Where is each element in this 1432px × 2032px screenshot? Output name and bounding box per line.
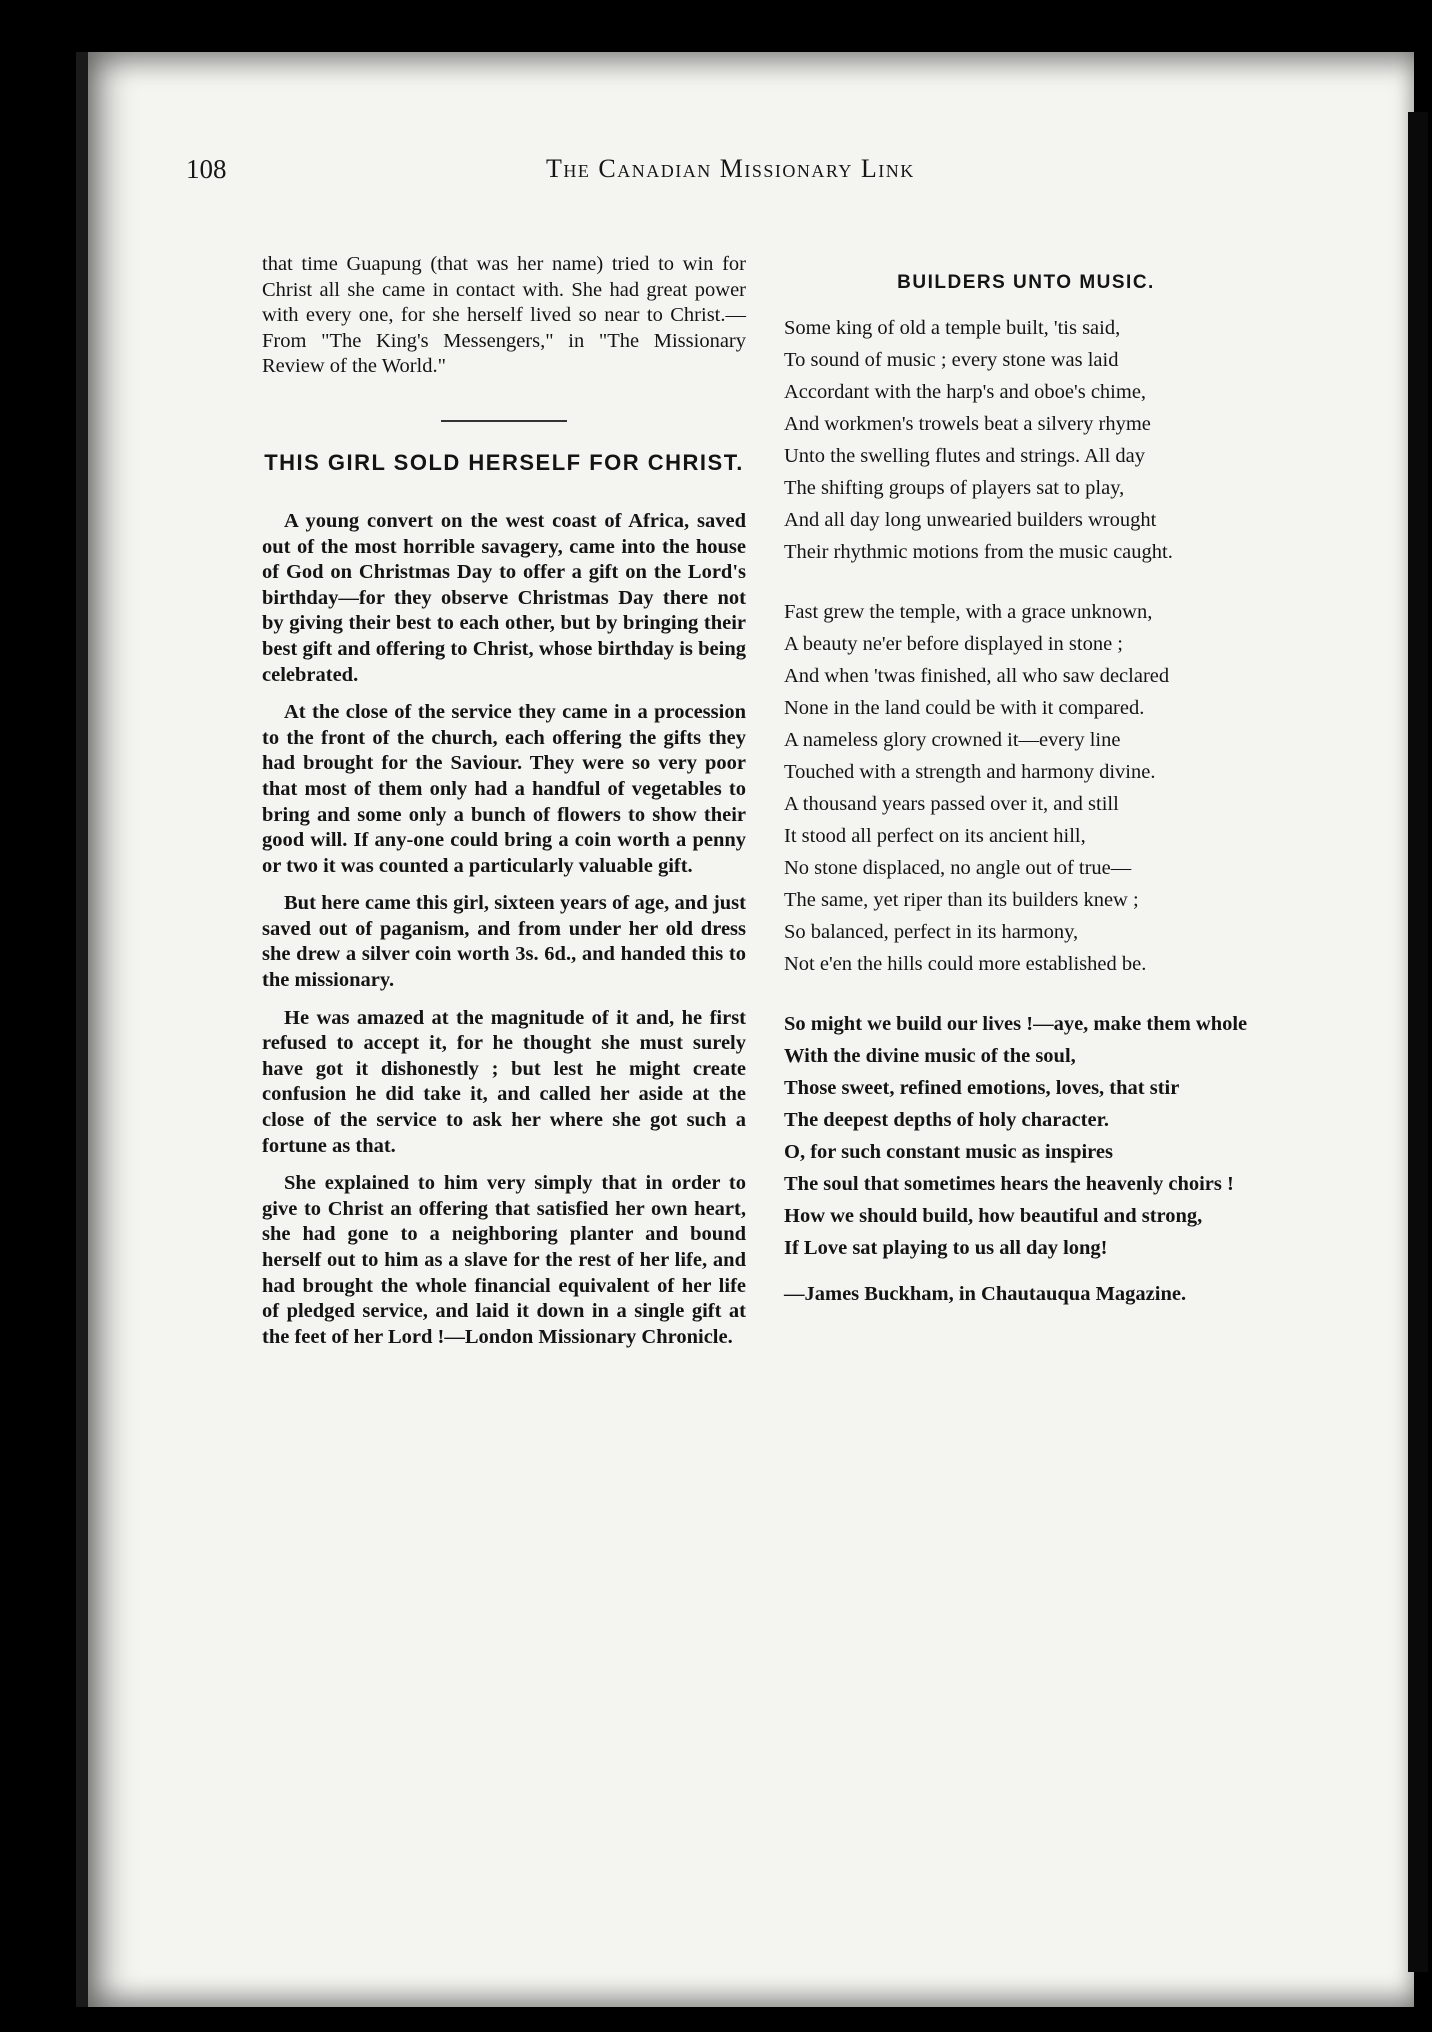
poem-line: Not e'en the hills could more established be.	[784, 953, 1147, 975]
article-paragraph: But here came this girl, sixteen years of age, and just saved out of paganism, and from under her old dress she drew a silver coin worth 3s. 6d., and handed this to the missionary.	[262, 892, 746, 992]
poem-line: None in the land could be with it compared.	[784, 697, 1145, 719]
poem-line: With the divine music of the soul,	[784, 1045, 1076, 1067]
poem-line: And when 'twas finished, all who saw declared	[784, 665, 1170, 687]
section-divider	[441, 420, 567, 422]
poem-line: And workmen's trowels beat a silvery rhyme	[784, 413, 1151, 435]
article-paragraph: A young convert on the west coast of Africa, saved out of the most horrible savagery, came into the house of God on Christmas Day to offer a gift on the Lord's birthday—for they observe Christmas Day there not by giving their best to each other, but by bringing their best gift and offering to Christ, whose birthday is being celebrated.	[262, 509, 746, 686]
continued-paragraph: that time Guapung (that was her name) tried to win for Christ all she came in contact with. She had great power with every one, for she herself lived so near to Christ.—From "The King's Messengers," in "The Missionary Review of the World."	[262, 253, 746, 378]
poem-line: How we should build, how beautiful and strong,	[784, 1205, 1203, 1227]
poem-line: So balanced, perfect in its harmony,	[784, 921, 1079, 943]
article-paragraph: He was amazed at the magnitude of it and, he first refused to accept it, for he thought she must surely have got it dishonestly ; but lest he might create confusion he did take it, and called her aside at the close of the service to ask her where she got such a fortune as that.	[262, 1006, 746, 1157]
poem-stanza	[784, 600, 1268, 977]
poem-line: Those sweet, refined emotions, loves, that stir	[784, 1077, 1180, 1099]
poem-line: Unto the swelling flutes and strings. All day	[784, 445, 1145, 467]
poem-line: The shifting groups of players sat to play,	[784, 477, 1125, 499]
poem-title: BUILDERS UNTO MUSIC.	[897, 272, 1155, 293]
poem-line: Fast grew the temple, with a grace unknown,	[784, 601, 1153, 623]
poem-line: The soul that sometimes hears the heavenly choirs !	[784, 1173, 1234, 1195]
running-head	[186, 154, 1276, 194]
stanza-break	[784, 984, 1268, 1012]
poem-stanza	[784, 316, 1268, 565]
poem-line: It stood all perfect on its ancient hill,	[784, 825, 1086, 847]
poem-line: If Love sat playing to us all day long!	[784, 1237, 1108, 1259]
poem-line: No stone displaced, no angle out of true—	[784, 857, 1132, 879]
page-number: 108	[186, 154, 227, 184]
poem-line: The deepest depths of holy character.	[784, 1109, 1109, 1131]
poem-line: Some king of old a temple built, 'tis said,	[784, 317, 1121, 339]
poem-line: And all day long unwearied builders wrought	[784, 509, 1157, 531]
poem-line: To sound of music ; every stone was laid	[784, 349, 1119, 371]
poem-stanza	[784, 1012, 1268, 1261]
journal-title: The Canadian Missionary Link	[546, 154, 915, 183]
poem-line: A thousand years passed over it, and still	[784, 793, 1119, 815]
poem-line: Their rhythmic motions from the music caught.	[784, 541, 1173, 563]
poem-line: Accordant with the harp's and oboe's chime,	[784, 381, 1147, 403]
article-paragraph: At the close of the service they came in a procession to the front of the church, each offering the gifts they had brought for the Saviour. They were so very poor that most of them only had a handful of vegetables to bring and some only a bunch of flowers to show their good will. If any-one could bring a coin worth a penny or two it was counted a particularly valuable gift.	[262, 701, 746, 877]
poem-line: A nameless glory crowned it—every line	[784, 729, 1121, 751]
stanza-break	[784, 572, 1268, 600]
poem-line: The same, yet riper than its builders knew ;	[784, 889, 1139, 911]
poem-attribution: —James Buckham, in Chautauqua Magazine.	[784, 1282, 1187, 1305]
left-column	[262, 252, 746, 1350]
poem-line: O, for such constant music as inspires	[784, 1141, 1113, 1163]
poem-line: A beauty ne'er before displayed in stone ;	[784, 633, 1123, 655]
poem-line: So might we build our lives !—aye, make them whole	[784, 1013, 1248, 1035]
article-title: THIS GIRL SOLD HERSELF FOR CHRIST.	[264, 449, 744, 475]
poem-line: Touched with a strength and harmony divine.	[784, 761, 1156, 783]
article-paragraph: She explained to him very simply that in order to give to Christ an offering that satisfied her own heart, she had gone to a neighboring planter and bound herself out to him as a slave for the rest of her life, and had brought the whole financial equivalent of her life of pledged service, and laid it down in a single gift at the feet of her Lord !—London Missionary Chronicle.	[262, 1172, 746, 1348]
right-column	[784, 272, 1268, 1327]
